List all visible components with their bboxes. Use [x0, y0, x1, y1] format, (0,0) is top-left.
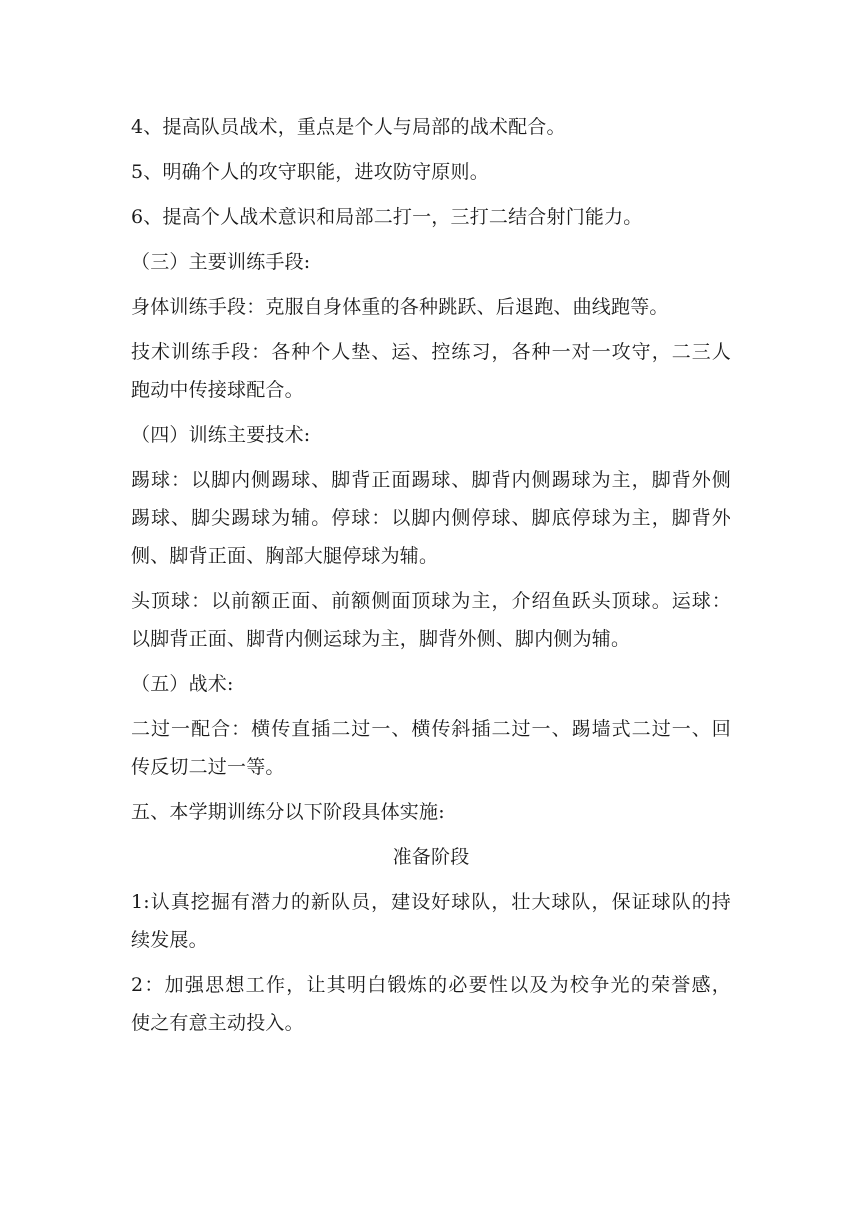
section-heading: （四）训练主要技术:: [131, 424, 311, 446]
centered-heading: 准备阶段: [392, 846, 470, 868]
text-line: 侧、脚背正面、胸部大腿停球为辅。: [131, 545, 439, 567]
text-line: 头顶球：以前额正面、前额侧面顶球为主，介绍鱼跃头顶球。运球：: [131, 590, 731, 612]
text-line: 4、提高队员战术，重点是个人与局部的战术配合。: [131, 116, 566, 138]
text-line: 身体训练手段：克服自身体重的各种跳跃、后退跑、曲线跑等。: [131, 296, 669, 318]
text-line: 技术训练手段：各种个人垫、运、控练习，各种一对一攻守，二三人: [131, 341, 731, 363]
text-line: 以脚背正面、脚背内侧运球为主，脚背外侧、脚内侧为辅。: [131, 628, 631, 650]
section-heading: （三）主要训练手段:: [131, 251, 311, 273]
text-line: 踢球：以脚内侧踢球、脚背正面踢球、脚背内侧踢球为主，脚背外侧: [131, 469, 731, 491]
text-line: 使之有意主动投入。: [131, 1012, 304, 1034]
text-line: 6、提高个人战术意识和局部二打一，三打二结合射门能力。: [131, 206, 643, 228]
text-line: 二过一配合：横传直插二过一、横传斜插二过一、踢墙式二过一、回: [131, 718, 731, 740]
text-line: 传反切二过一等。: [131, 756, 285, 778]
text-line: 跑动中传接球配合。: [131, 379, 304, 401]
text-line: 2：加强思想工作，让其明白锻炼的必要性以及为校争光的荣誉感，: [131, 974, 731, 996]
document-body: [131, 108, 731, 1042]
text-line: 续发展。: [131, 929, 208, 951]
text-line: 5、明确个人的攻守职能，进攻防守原则。: [131, 161, 489, 183]
text-line: 踢球、脚尖踢球为辅。停球：以脚内侧停球、脚底停球为主，脚背外: [131, 507, 731, 529]
section-heading: （五）战术:: [131, 673, 234, 695]
section-heading: 五、本学期训练分以下阶段具体实施:: [131, 801, 445, 823]
text-line: 1:认真挖掘有潜力的新队员，建设好球队，壮大球队，保证球队的持: [131, 891, 731, 913]
